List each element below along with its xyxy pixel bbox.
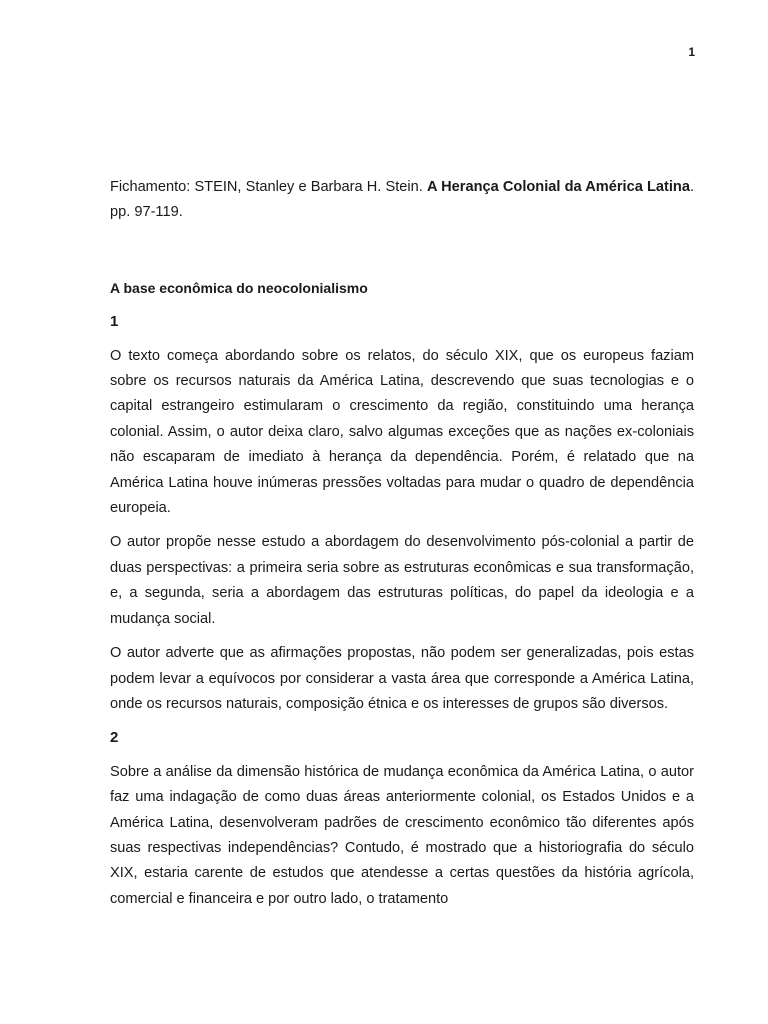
section-number-2: 2 [110, 729, 119, 747]
citation [110, 175, 694, 226]
document-body [110, 175, 694, 912]
paragraph-2-1: Sobre a análise da dimensão histórica de mudança econômica da América Latina, o autor faz uma indagação de como duas áreas anteriormente colonial, os Estados Unidos e a América Latina, desenvolveram padrões de crescimento econômico tão diferentes após suas respectivas independências? Contudo, é mostrado que a historiografia do século XIX, estaria carente de estudos que atendesse a certas questões da história agrícola, comercial e financeira e por outro lado, o tratamento [110, 763, 694, 907]
paragraph-1-2: O autor propõe nesse estudo a abordagem do desenvolvimento pós-colonial a partir de duas perspectivas: a primeira seria sobre as estruturas econômicas e sua transformação, e, a segunda, seria a abordagem das estruturas políticas, do papel da ideologia e a mudança social. [110, 534, 694, 627]
citation-title: A Herança Colonial da América Latina [426, 179, 690, 195]
paragraph-1-1: O texto começa abordando sobre os relatos, do século XIX, que os europeus faziam sobre os recursos naturais da América Latina, descrevendo que suas tecnologias e o capital estrangeiro estimularam o crescimento da região, constituindo uma herança colonial. Assim, o autor deixa claro, salvo algumas exceções que as nações ex-coloniais não escaparam de imediato à herança da dependência. Porém, é relatado que na América Latina houve inúmeras pressões voltadas para mudar o quadro de dependência europeia. [110, 347, 694, 517]
section-title: A base econômica do neocolonialismo [110, 279, 368, 296]
section-number-1: 1 [110, 313, 119, 331]
paragraph-1-3: O autor adverte que as afirmações propostas, não podem ser generalizadas, pois estas podem levar a equívocos por considerar a vasta área que corresponde a América Latina, onde os recursos naturais, composição étnica e os interesses de grupos são diversos. [110, 645, 694, 712]
page-number: 1 [688, 45, 695, 59]
citation-prefix: Fichamento: STEIN, Stanley e Barbara H. Stein. [110, 179, 427, 195]
citation-suffix: . pp. 97-119. [110, 179, 694, 221]
